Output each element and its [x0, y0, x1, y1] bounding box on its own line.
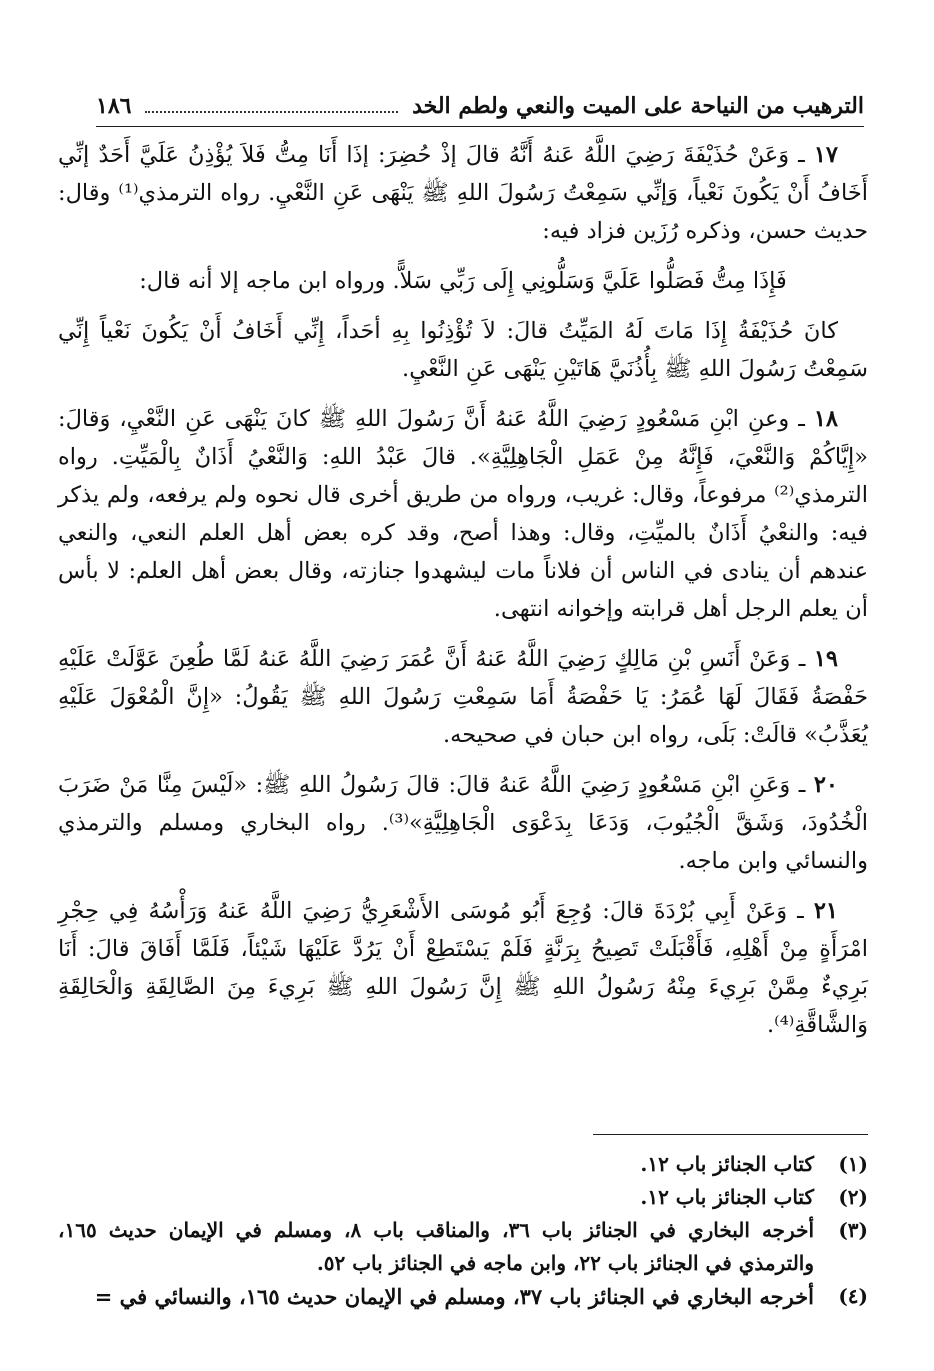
hadith-text: كانَ حُذَيْفَةُ إِذَا مَاتَ لَهُ المَيِّتُ قالَ: لاَ تُؤْذِنُوا بِهِ أحَداً، إِنِّي أَخَافُ أَنْ يَكُونَ نَعْياً إِنِّي سَمِعْتُ رَسُولَ اللهِ ﷺ بِأُذُنَيَّ هَاتَيْنِ يَنْهَى عَنِ النَّعْيِ. — [58, 318, 868, 382]
main-text — [58, 136, 868, 1056]
hadith-number: ١٩ — [813, 646, 838, 672]
footnote — [58, 1181, 868, 1214]
hadith-number: ٢٠ — [813, 772, 838, 798]
running-header — [96, 86, 864, 127]
footnotes — [58, 1148, 868, 1313]
footnote-text: كتاب الجنائز باب ١٢. — [640, 1185, 814, 1209]
footnote-number: (٣) — [838, 1218, 868, 1242]
footnote — [58, 1280, 868, 1313]
hadith-text: ـ وَعَنِ ابْنِ مَسْعُودٍ رَضِيَ اللَّهُ عَنهُ قالَ: قالَ رَسُولُ اللهِ ﷺ: «لَيْسَ مِنَّا مَنْ ضَرَبَ الْخُدُودَ، وَشَقَّ الْجُيُوبَ، وَدَعَا بِدَعْوَى الْجَاهِلِيَّةِ»⁽³⁾. رواه البخاري ومسلم والترمذي والنسائي وابن ماجه. — [58, 772, 868, 874]
hadith-text: ـ وَعَنْ أَنَسِ بْنِ مَالِكٍ رَضِيَ اللَّهُ عَنهُ أَنَّ عُمَرَ رَضِيَ اللَّهُ عَنهُ لَمَّا طُعِنَ عَوَّلَتْ عَلَيْهِ حَفْصَةُ فَقَالَ لَهَا عُمَرُ: يَا حَفْصَةُ أَمَا سَمِعْتِ رَسُولَ اللهِ ﷺ يَقُولُ: «إِنَّ الْمُعْوَلَ عَلَيْهِ يُعَذَّبُ» قالَتْ: بَلَى، رواه ابن حبان في صحيحه. — [58, 646, 868, 748]
footnote-text: أخرجه البخاري في الجنائز باب ٣٧، ومسلم في الإيمان حديث ١٦٥، والنسائي في = — [94, 1284, 814, 1309]
footnote — [58, 1214, 868, 1280]
hadith-number: ٢١ — [813, 898, 838, 924]
hadith-paragraph — [58, 640, 868, 754]
hadith-text: ـ وَعَنْ حُذَيْفَةَ رَضِيَ اللَّهُ عَنهُ أَنَّهُ قالَ إذْ حُضِرَ: إذَا أَنَا مِتُّ فَلاَ يُؤْذِنُ عَلَيَّ أَحَدٌ إنِّي أَخَافُ أَنْ يَكُونَ نَعْياً، وَإنِّي سَمِعْتُ رَسُولَ اللهِ ﷺ يَنْهَى عَنِ النَّعْيِ. رواه الترمذي⁽¹⁾ وقال: حديث حسن، وذكره رُزَين فزاد فيه: — [58, 142, 868, 244]
hadith-text: ـ وَعَنْ أَبِي بُرْدَةَ قالَ: وُجِعَ أَبُو مُوسَى الأَشْعَرِيُّ رَضِيَ اللَّهُ عَنهُ وَرَأْسُهُ فِي حِجْرِ امْرَأَةٍ مِنْ أَهْلِهِ، فَأَقْبَلَتْ تَصِيحُ بِرَنَّةٍ فَلَمْ يَسْتَطِعْ أَنْ يَرُدَّ عَلَيْهَا شَيْئاً، فَلَمَّا أَفَاقَ قالَ: أَنَا بَرِيءٌ مِمَّنْ بَرِيءَ مِنْهُ رَسُولُ اللهِ ﷺ إِنَّ رَسُولَ اللهِ ﷺ بَرِيءَ مِنَ الصَّالِقَةِ وَالْحَالِقَةِ وَالشَّاقَّةِ⁽⁴⁾. — [58, 898, 868, 1038]
page-number: ١٨٦ — [96, 93, 132, 119]
header-leader-dots — [145, 99, 398, 113]
hadith-text: ـ وعنِ ابْنِ مَسْعُودٍ رَضِيَ اللَّهُ عَنهُ أَنَّ رَسُولَ اللهِ ﷺ كانَ يَنْهَى عَنِ النَّعْيِ، وَقالَ: «إِيَّاكُمْ وَالنَّعْيَ، فَإِنَّهُ مِنْ عَمَلِ الْجَاهِلِيَّةِ». قالَ عَبْدُ اللهِ: وَالنَّعْيُ أَذَانٌ بِالْمَيِّتِ. رواه الترمذي⁽²⁾ مرفوعاً، وقال: غريب، ورواه من طريق أخرى قال نحوه ولم يرفعه، ولم يذكر فيه: والنعْيُ أَذَانٌ بالميِّتِ، وقال: وهذا أصح، وقد كره بعض أهل العلم النعي، والنعي عندهم أن ينادى في الناس أن فلاناً مات ليشهدوا جنازته، وقال بعض أهل العلم: لا بأس أن يعلم الرجل أهل قرابته وإخوانه انتهى. — [58, 406, 868, 622]
footnote-separator — [593, 1134, 868, 1135]
footnote-text: كتاب الجنائز باب ١٢. — [640, 1152, 814, 1176]
footnote — [58, 1148, 868, 1181]
footnote-number: (٤) — [838, 1284, 868, 1308]
footnote-text: أخرجه البخاري في الجنائز باب ٣٦، والمناقب باب ٨، ومسلم في الإيمان حديث ١٦٥، والترمذي في الجنائز باب ٢٢، وابن ماجه في الجنائز باب ٥٢. — [58, 1218, 815, 1275]
footnote-number: (٢) — [838, 1185, 868, 1209]
hadith-number: ١٧ — [813, 142, 839, 168]
hadith-paragraph — [58, 136, 868, 250]
header-title: الترهيب من النياحة على الميت والنعي ولطم الخد — [412, 93, 864, 119]
hadith-paragraph — [58, 892, 868, 1044]
footnote-number: (١) — [838, 1152, 868, 1176]
hadith-paragraph — [58, 766, 868, 880]
hadith-paragraph — [58, 400, 868, 628]
hadith-paragraph — [58, 312, 868, 388]
hadith-text: فَإِذَا مِتُّ فَصَلُّوا عَلَيَّ وَسَلُّونِي إِلَى رَبِّي سَلاًّ. ورواه ابن ماجه إلا أنه قال: — [139, 268, 787, 294]
hadith-paragraph — [58, 262, 868, 300]
hadith-number: ١٨ — [813, 406, 838, 432]
